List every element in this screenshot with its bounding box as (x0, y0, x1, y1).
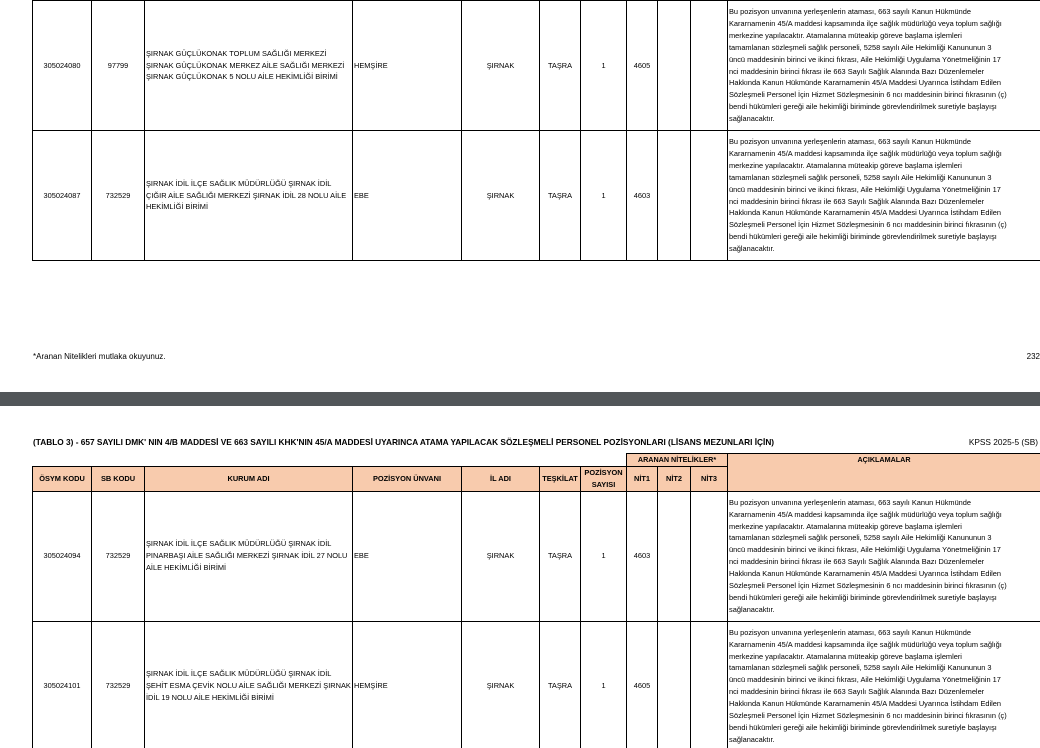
description-line: tamamlanan sözleşmeli sağlık personeli, 5258 sayılı Aile Hekimliği Kanununun 3 (729, 663, 992, 673)
organization-cell: TAŞRA (540, 621, 581, 748)
osym-code-cell: 305024080 (33, 1, 92, 131)
nit3-cell (691, 491, 728, 621)
header-position-count: POZİSYON SAYISI (581, 466, 627, 491)
description-line: Sözleşmeli Personel İçin Hizmet Sözleşmesinin 6 ncı maddesinin birinci fıkrasının (ç) (729, 220, 1007, 230)
sb-code-cell: 732529 (92, 491, 145, 621)
description-line: tamamlanan sözleşmeli sağlık personeli, 5258 sayılı Aile Hekimliği Kanununun 3 (729, 42, 992, 52)
header-osym-code: ÖSYM KODU (33, 466, 92, 491)
description-line: bendi hükümleri gereği aile hekimliği biriminde görevlendirilmek suretiyle başlayışı (729, 592, 997, 602)
header-province: İL ADI (462, 466, 540, 491)
nit1-cell: 4603 (627, 491, 658, 621)
description-line: üncü maddesinin birinci ve ikinci fıkrası, Aile Hekimliği Uygulama Yönetmeliğinin 17 (729, 184, 1001, 194)
description-cell (728, 1, 1040, 131)
province-cell: ŞIRNAK (462, 491, 540, 621)
header-position-title: POZİSYON ÜNVANI (353, 466, 462, 491)
table-row (33, 1, 1040, 131)
sb-code-cell: 732529 (92, 621, 145, 748)
position-title-cell: EBE (353, 491, 462, 621)
description-line: nci maddesinin birinci fıkrası ile 663 Sayılı Sağlık Alanında Bazı Düzenlemeler (729, 196, 985, 206)
header-nit2: NİT2 (658, 466, 691, 491)
sb-code-cell: 97799 (92, 1, 145, 131)
header-organization: TEŞKİLAT (540, 466, 581, 491)
description-line: merkezine yapılacaktır. Atamalarına müteakip göreve başlama işlemleri (729, 521, 962, 531)
nit2-cell (658, 1, 691, 131)
description-line: üncü maddesinin birinci ve ikinci fıkrası, Aile Hekimliği Uygulama Yönetmeliğinin 17 (729, 54, 1001, 64)
exam-code: KPSS 2025-5 (SB) (968, 437, 1038, 447)
institution-name-cell: ŞIRNAK İDİL İLÇE SAĞLIK MÜDÜRLÜĞÜ ŞIRNAK İDİL ŞEHİT ESMA ÇEVİK NOLU AİLE SAĞLIĞI MERKEZİ ŞIRNAK İDİL 19 NOLU AİLE HEKİMLİĞİ BİRİMİ (145, 621, 353, 748)
description-line: Bu pozisyon unvanına yerleşenlerin ataması, 663 sayılı Kanun Hükmünde (729, 6, 971, 16)
position-count-cell: 1 (581, 491, 627, 621)
province-cell: ŞIRNAK (462, 621, 540, 748)
nit2-cell (658, 491, 691, 621)
description-line: merkezine yapılacaktır. Atamalarına müteakip göreve başlama işlemleri (729, 160, 962, 170)
header-nit3: NİT3 (691, 466, 728, 491)
organization-cell: TAŞRA (540, 131, 581, 261)
description-line: Bu pozisyon unvanına yerleşenlerin ataması, 663 sayılı Kanun Hükmünde (729, 497, 972, 507)
header-nit1: NİT1 (627, 466, 658, 491)
description-line: nci maddesinin birinci fıkrası ile 663 Sayılı Sağlık Alanında Bazı Düzenlemeler (729, 66, 985, 76)
nit3-cell (691, 1, 728, 131)
description-cell (728, 621, 1040, 748)
nit1-cell: 4605 (627, 621, 658, 748)
header-row-top (33, 454, 1040, 467)
organization-cell: TAŞRA (540, 491, 581, 621)
description-line: Hakkında Kanun Hükmünde Kararnamenin 45/A Maddesi Uyarınca İstihdam Edilen (729, 569, 1001, 579)
description-line: tamamlanan sözleşmeli sağlık personeli, 5258 sayılı Aile Hekimliği Kanununun 3 (729, 533, 992, 543)
footnote: *Aranan Nitelikleri mutlaka okuyunuz. (33, 352, 166, 361)
description-line: tamamlanan sözleşmeli sağlık personeli, 5258 sayılı Aile Hekimliği Kanununun 3 (729, 172, 992, 182)
description-line: Hakkında Kanun Hükmünde Kararnamenin 45/A Maddesi Uyarınca İstihdam Edilen (729, 78, 1001, 88)
description-line: bendi hükümleri gereği aile hekimliği biriminde görevlendirilmek suretiyle başlayışı (729, 232, 997, 242)
description-line: merkezine yapılacaktır. Atamalarına müteakip göreve başlama işlemleri (729, 30, 962, 40)
description-line: Kararnamenin 45/A maddesi kapsamında ilçe sağlık müdürlüğü veya toplum sağlığı (729, 509, 1002, 519)
nit2-cell (658, 621, 691, 748)
nit1-cell: 4605 (627, 1, 658, 131)
description-line: Bu pozisyon unvanına yerleşenlerin ataması, 663 sayılı Kanun Hükmünde (729, 627, 972, 637)
position-count-cell: 1 (581, 131, 627, 261)
positions-table-continued (32, 0, 1040, 261)
table-row (33, 491, 1040, 621)
description-line: Hakkında Kanun Hükmünde Kararnamenin 45/A Maddesi Uyarınca İstihdam Edilen (729, 699, 1001, 709)
description-line: Kararnamenin 45/A maddesi kapsamında ilçe sağlık müdürlüğü veya toplum sağlığı (729, 148, 1002, 158)
description-line: sağlanacaktır. (729, 244, 775, 254)
position-title-cell: EBE (353, 131, 462, 261)
position-count-cell: 1 (581, 1, 627, 131)
table-title: (TABLO 3) - 657 SAYILI DMK' NIN 4/B MADDESİ VE 663 SAYILI KHK'NIN 45/A MADDESİ UYARINCA ATAMA YAPILACAK SÖZLEŞMELİ PERSONEL POZİSYONLARI (LİSANS MEZUNLARI İÇİN) (33, 437, 775, 447)
header-sb-code: SB KODU (92, 466, 145, 491)
organization-cell: TAŞRA (540, 1, 581, 131)
description-line: merkezine yapılacaktır. Atamalarına müteakip göreve başlama işlemleri (729, 651, 962, 661)
description-line: bendi hükümleri gereği aile hekimliği biriminde görevlendirilmek suretiyle başlayışı (729, 102, 997, 112)
osym-code-cell: 305024101 (33, 621, 92, 748)
description-line: üncü maddesinin birinci ve ikinci fıkrası, Aile Hekimliği Uygulama Yönetmeliğinin 17 (729, 675, 1001, 685)
description-line: sağlanacaktır. (729, 604, 775, 614)
description-line: Sözleşmeli Personel İçin Hizmet Sözleşmesinin 6 ncı maddesinin birinci fıkrasının (ç) (729, 90, 1007, 100)
institution-name-cell: ŞIRNAK İDİL İLÇE SAĞLIK MÜDÜRLÜĞÜ ŞIRNAK İDİL ÇIĞIR AİLE SAĞLIĞI MERKEZİ ŞIRNAK İDİL 28 NOLU AİLE HEKİMLİĞİ BİRİMİ (145, 131, 353, 261)
description-cell (728, 131, 1040, 261)
header-required-qualifications: ARANAN NİTELİKLER* (627, 454, 728, 467)
description-line: nci maddesinin birinci fıkrası ile 663 Sayılı Sağlık Alanında Bazı Düzenlemeler (729, 557, 985, 567)
nit2-cell (658, 131, 691, 261)
institution-name-cell: ŞIRNAK İDİL İLÇE SAĞLIK MÜDÜRLÜĞÜ ŞIRNAK İDİL PINARBAŞI AİLE SAĞLIĞI MERKEZİ ŞIRNAK İDİL 27 NOLU AİLE HEKİMLİĞİ BİRİMİ (145, 491, 353, 621)
nit3-cell (691, 621, 728, 748)
positions-table (32, 453, 1040, 748)
table-row (33, 621, 1040, 748)
pdf-page-next (0, 406, 1040, 748)
description-line: Hakkında Kanun Hükmünde Kararnamenin 45/A Maddesi Uyarınca İstihdam Edilen (729, 208, 1001, 218)
description-line: bendi hükümleri gereği aile hekimliği biriminde görevlendirilmek suretiyle başlayışı (729, 722, 997, 732)
nit3-cell (691, 131, 728, 261)
description-line: Sözleşmeli Personel İçin Hizmet Sözleşmesinin 6 ncı maddesinin birinci fıkrasının (ç) (729, 711, 1007, 721)
province-cell: ŞIRNAK (462, 1, 540, 131)
table-row (33, 131, 1040, 261)
description-line: sağlanacaktır. (729, 114, 775, 124)
header-institution-name: KURUM ADI (145, 466, 353, 491)
description-cell (728, 491, 1040, 621)
institution-name-cell: ŞIRNAK GÜÇLÜKONAK TOPLUM SAĞLIĞI MERKEZİ ŞIRNAK GÜÇLÜKONAK MERKEZ AİLE SAĞLIĞI MERKEZİ ŞIRNAK GÜÇLÜKONAK 5 NOLU AİLE HEKİMLİĞİ BİRİMİ (145, 1, 353, 131)
province-cell: ŞIRNAK (462, 131, 540, 261)
position-title-cell: HEMŞİRE (353, 1, 462, 131)
description-line: Kararnamenin 45/A maddesi kapsamında ilçe sağlık müdürlüğü veya toplum sağlığı (729, 18, 1002, 28)
position-count-cell: 1 (581, 621, 627, 748)
description-line: Sözleşmeli Personel İçin Hizmet Sözleşmesinin 6 ncı maddesinin birinci fıkrasının (ç) (729, 581, 1007, 591)
header-descriptions: AÇIKLAMALAR (728, 454, 1040, 492)
sb-code-cell: 732529 (92, 131, 145, 261)
description-line: üncü maddesinin birinci ve ikinci fıkrası, Aile Hekimliği Uygulama Yönetmeliğinin 17 (729, 545, 1001, 555)
description-line: nci maddesinin birinci fıkrası ile 663 Sayılı Sağlık Alanında Bazı Düzenlemeler (729, 687, 985, 697)
description-line: Kararnamenin 45/A maddesi kapsamında ilçe sağlık müdürlüğü veya toplum sağlığı (729, 639, 1002, 649)
nit1-cell: 4603 (627, 131, 658, 261)
description-line: Bu pozisyon unvanına yerleşenlerin ataması, 663 sayılı Kanun Hükmünde (729, 136, 971, 146)
page-number: 232 (1026, 352, 1040, 361)
osym-code-cell: 305024087 (33, 131, 92, 261)
position-title-cell: HEMŞİRE (353, 621, 462, 748)
description-line: sağlanacaktır. (729, 734, 775, 744)
osym-code-cell: 305024094 (33, 491, 92, 621)
